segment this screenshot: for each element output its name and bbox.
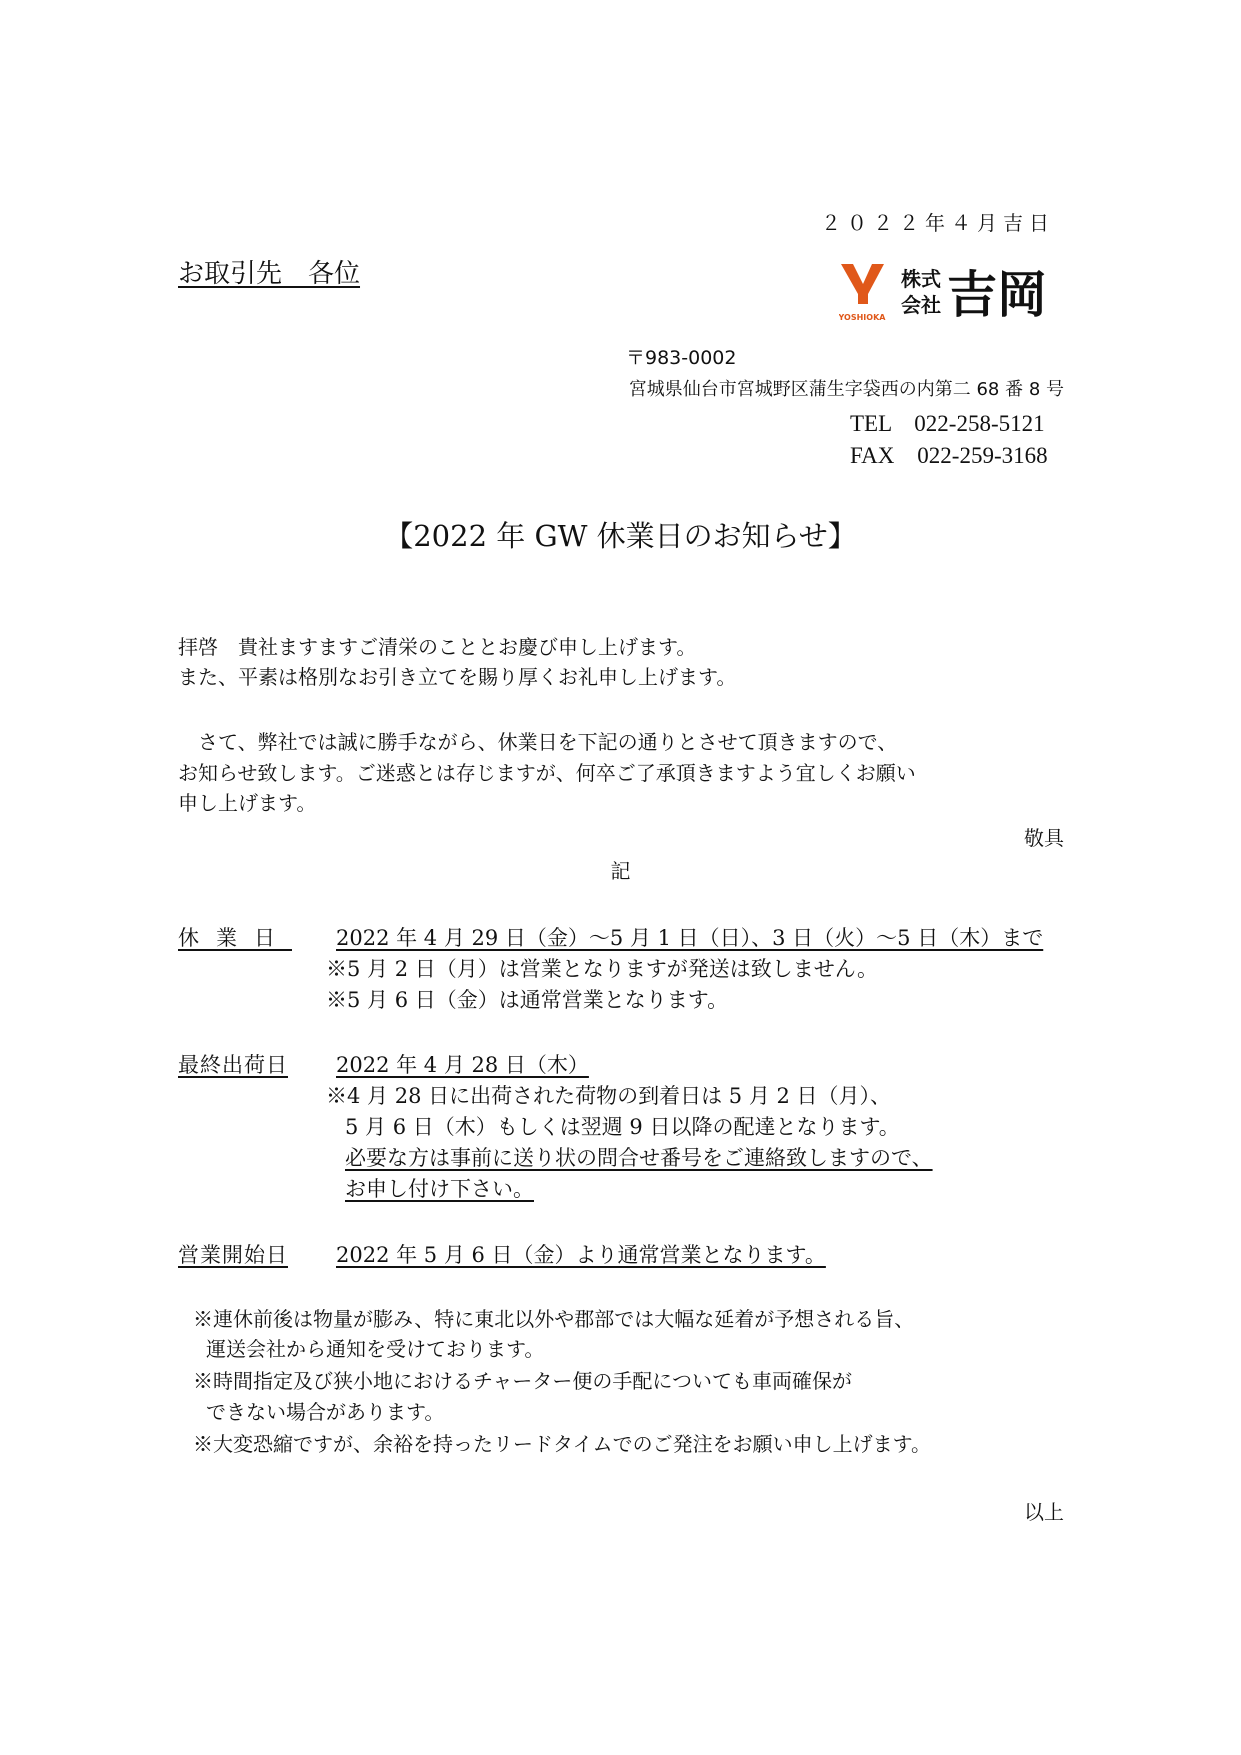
- last-shipping-note-3: 必要な方は事前に送り状の問合せ番号をご連絡致しますので、: [345, 1146, 933, 1170]
- phone-number: TEL 022-258-5121: [850, 411, 1045, 436]
- business-start-label: 営業開始日: [178, 1243, 288, 1267]
- company-address: 宮城県仙台市宮城野区蒲生字袋西の内第二 68 番 8 号: [628, 379, 1064, 400]
- postal-code: 〒983-0002: [626, 347, 737, 369]
- body-line-2: お知らせ致します。ご迷惑とは存じますが、何卒ご了承頂きますよう宜しくお願い: [178, 761, 916, 785]
- logo-kaisha: 会社: [901, 293, 941, 317]
- issue-date: ２０２２年４月吉日: [821, 211, 1055, 235]
- last-shipping-note-2: 5 月 6 日（木）もしくは翌週 9 日以降の配達となります。: [345, 1115, 900, 1139]
- body-line-3: 申し上げます。: [178, 791, 317, 815]
- company-logo: [839, 262, 1064, 326]
- footnote-2: 運送会社から通知を受けております。: [206, 1337, 545, 1361]
- footnote-3: ※時間指定及び狭小地におけるチャーター便の手配についても車両確保が: [193, 1369, 852, 1393]
- closing: 以上: [1024, 1500, 1064, 1524]
- last-shipping-label: 最終出荷日: [178, 1053, 288, 1077]
- last-shipping-note-4: お申し付け下さい。: [345, 1177, 534, 1201]
- footnote-4: できない場合があります。: [206, 1400, 445, 1424]
- keigu: 敬具: [1024, 826, 1064, 850]
- ki-heading: 記: [610, 859, 631, 883]
- greeting-line-1: 拝啓 貴社ますますご清栄のこととお慶び申し上げます。: [178, 635, 697, 659]
- holiday-note-1: ※5 月 2 日（月）は営業となりますが発送は致しません。: [326, 957, 879, 981]
- footnote-5: ※大変恐縮ですが、余裕を持ったリードタイムでのご発注をお願い申し上げます。: [193, 1432, 931, 1456]
- footnote-1: ※連休前後は物量が膨み、特に東北以外や郡部では大幅な延着が予想される旨、: [193, 1307, 915, 1331]
- last-shipping-value: 2022 年 4 月 28 日（木）: [336, 1053, 589, 1077]
- logo-name: 吉岡: [947, 266, 1047, 324]
- last-shipping-note-1: ※4 月 28 日に出荷された荷物の到着日は 5 月 2 日（月）、: [326, 1084, 892, 1108]
- addressee: お取引先 各位: [178, 259, 361, 289]
- holiday-label: 休業日: [178, 926, 292, 950]
- document-title: 【2022 年 GW 休業日のお知らせ】: [384, 519, 857, 553]
- business-start-value: 2022 年 5 月 6 日（金）より通常営業となります。: [336, 1243, 826, 1267]
- holiday-note-2: ※5 月 6 日（金）は通常営業となります。: [326, 988, 729, 1012]
- yoshioka-y-icon: [839, 262, 1064, 326]
- holiday-value: 2022 年 4 月 29 日（金）～5 月 1 日（日）、3 日（火）～5 日（木）まで: [336, 926, 1044, 950]
- logo-subtext: YOSHIOKA: [839, 313, 886, 322]
- logo-kabushiki: 株式: [901, 267, 941, 291]
- fax-number: FAX 022-259-3168: [850, 443, 1048, 468]
- body-line-1: さて、弊社では誠に勝手ながら、休業日を下記の通りとさせて頂きますので、: [178, 730, 898, 754]
- greeting-line-2: また、平素は格別なお引き立てを賜り厚くお礼申し上げます。: [178, 665, 737, 689]
